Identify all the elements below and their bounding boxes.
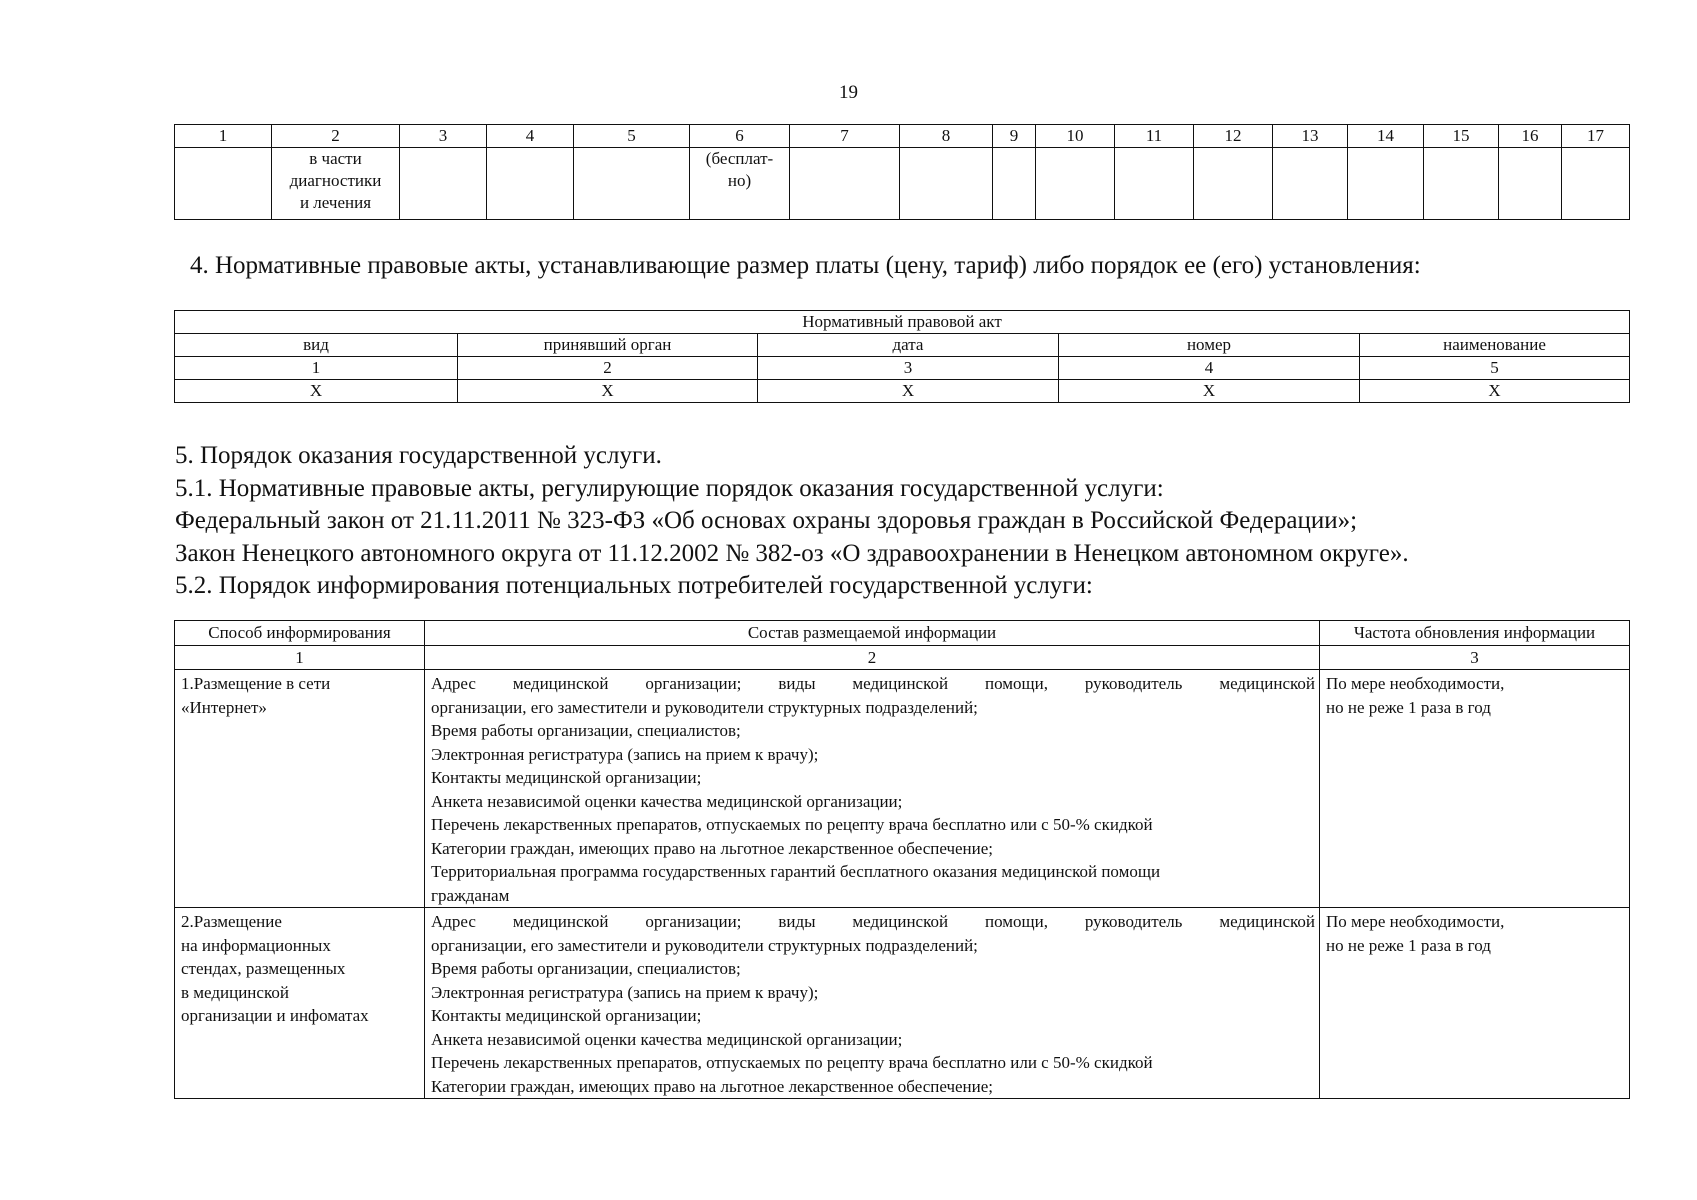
table-cell xyxy=(690,148,790,220)
table-cell xyxy=(1424,148,1499,220)
col-number: 15 xyxy=(1424,125,1499,148)
col-number: 2 xyxy=(425,646,1320,670)
table-cell xyxy=(1348,148,1424,220)
header-cell: номер xyxy=(1059,334,1360,357)
header-cell: принявший орган xyxy=(458,334,758,357)
cell-text-line: Анкета независимой оценки качества медицинской организации; xyxy=(431,791,903,811)
col-number: 4 xyxy=(487,125,574,148)
cell-text-line: Перечень лекарственных препаратов, отпускаемых по рецепту врача бесплатно или с 50-% скидкой xyxy=(431,815,1153,834)
col-number: 2 xyxy=(458,357,758,380)
paragraph-line: 5. Порядок оказания государственной услуги. xyxy=(175,442,662,469)
col-number: 17 xyxy=(1562,125,1630,148)
col-number: 16 xyxy=(1499,125,1562,148)
table-cell xyxy=(993,148,1036,220)
cell-text-line: Контакты медицинской организации; xyxy=(431,768,702,787)
col-number: 3 xyxy=(1320,646,1630,670)
cell-text-line: Электронная регистратура (запись на прием к врачу); xyxy=(431,744,819,764)
header-row xyxy=(175,621,1630,646)
header-cell: Частота обновления информации xyxy=(1320,621,1630,646)
informing-table xyxy=(174,620,1630,1099)
cell-text-line: и лечения xyxy=(299,193,372,212)
cell-text-line: Категории граждан, имеющих право на льготное лекарственное обеспечение; xyxy=(431,838,994,858)
col-number: 7 xyxy=(790,125,900,148)
cell-text-line: организации и инфоматах xyxy=(181,1006,369,1025)
cell-text-line: гражданам xyxy=(431,885,510,905)
cell-text-line: в части xyxy=(309,149,362,168)
header-cell: вид xyxy=(175,334,458,357)
cell-text-line: 1.Размещение в сети xyxy=(181,674,331,693)
col-number: 4 xyxy=(1059,357,1360,380)
col-number: 11 xyxy=(1115,125,1194,148)
cell-text-line: Время работы организации, специалистов; xyxy=(431,959,741,978)
col-number: 1 xyxy=(175,357,458,380)
col-number: 2 xyxy=(272,125,400,148)
col-number: 1 xyxy=(175,125,272,148)
table-cell xyxy=(400,148,487,220)
col-number: 14 xyxy=(1348,125,1424,148)
cell-text-line: но не реже 1 раза в год xyxy=(1326,697,1491,717)
table-cell xyxy=(487,148,574,220)
table-cell: X xyxy=(1360,380,1630,403)
frequency-cell xyxy=(1320,908,1630,1099)
col-number: 6 xyxy=(690,125,790,148)
col-number: 13 xyxy=(1273,125,1348,148)
cell-text-line: в медицинской xyxy=(181,982,289,1002)
table-cell xyxy=(1036,148,1115,220)
cell-text-line: Анкета независимой оценки качества медицинской организации; xyxy=(431,1029,903,1049)
table-cell: X xyxy=(758,380,1059,403)
header-cell: дата xyxy=(758,334,1059,357)
cell-text-line: организации, его заместители и руководители структурных подразделений; xyxy=(431,697,978,717)
continuation-table xyxy=(174,124,1630,220)
way-cell xyxy=(175,908,425,1099)
table-cell xyxy=(175,148,272,220)
header-row xyxy=(175,334,1630,357)
content-cell xyxy=(425,908,1320,1099)
cell-text-line: Адрес медицинской организации; виды медицинской помощи, руководитель медицинской xyxy=(431,674,1315,693)
cell-text-line: По мере необходимости, xyxy=(1326,674,1505,693)
way-cell xyxy=(175,670,425,908)
table-cell: X xyxy=(1059,380,1360,403)
column-number-row xyxy=(175,357,1630,380)
column-number-row xyxy=(175,646,1630,670)
paragraph-line: 5.1. Нормативные правовые акты, регулирующие порядок оказания государственной услуги: xyxy=(175,474,1164,502)
cell-text-line: стендах, размещенных xyxy=(181,959,346,978)
cell-text-line: Контакты медицинской организации; xyxy=(431,1006,702,1025)
col-number: 1 xyxy=(175,646,425,670)
col-number: 5 xyxy=(574,125,690,148)
table-cell xyxy=(1194,148,1273,220)
table-row xyxy=(175,148,1630,220)
table-cell xyxy=(272,148,400,220)
section-4-heading: 4. Нормативные правовые акты, устанавливающие размер платы (цену, тариф) либо порядок ее (его) установления: xyxy=(190,252,1421,279)
cell-text-line: «Интернет» xyxy=(181,697,267,717)
col-number: 3 xyxy=(758,357,1059,380)
header-cell: Способ информирования xyxy=(175,621,425,646)
cell-text-line: организации, его заместители и руководители структурных подразделений; xyxy=(431,935,978,955)
col-number: 5 xyxy=(1360,357,1630,380)
paragraph-line: 5.2. Порядок информирования потенциальных потребителей государственной услуги: xyxy=(175,572,1093,599)
table-row xyxy=(175,908,1630,1099)
table-row xyxy=(175,670,1630,908)
cell-text-line: Территориальная программа государственных гарантий бесплатного оказания медицинской помощи xyxy=(431,862,1161,881)
column-number-row xyxy=(175,125,1630,148)
section-5-text xyxy=(175,440,1409,603)
cell-text-line: на информационных xyxy=(181,935,331,955)
legal-acts-table xyxy=(174,310,1630,403)
cell-text-line: 2.Размещение xyxy=(181,912,282,931)
content-cell xyxy=(425,670,1320,908)
table-title-row xyxy=(175,311,1630,334)
table-cell: X xyxy=(175,380,458,403)
table-cell xyxy=(900,148,993,220)
cell-text-line: По мере необходимости, xyxy=(1326,912,1505,931)
col-number: 3 xyxy=(400,125,487,148)
table-cell xyxy=(1115,148,1194,220)
col-number: 8 xyxy=(900,125,993,148)
table-title: Нормативный правовой акт xyxy=(175,311,1630,334)
cell-text-line: (бесплат- xyxy=(705,149,774,168)
paragraph-line: Закон Ненецкого автономного округа от 11.12.2002 № 382-оз «О здравоохранении в Ненецком автономном округе». xyxy=(175,539,1409,567)
frequency-cell xyxy=(1320,670,1630,908)
header-cell: наименование xyxy=(1360,334,1630,357)
cell-text-line: Электронная регистратура (запись на прием к врачу); xyxy=(431,982,819,1002)
col-number: 9 xyxy=(993,125,1036,148)
cell-text-line: но) xyxy=(727,171,752,190)
table-cell xyxy=(790,148,900,220)
cell-text-line: но не реже 1 раза в год xyxy=(1326,935,1491,955)
cell-text-line: Время работы организации, специалистов; xyxy=(431,721,741,740)
cell-text-line: диагностики xyxy=(289,171,382,190)
col-number: 10 xyxy=(1036,125,1115,148)
table-cell xyxy=(574,148,690,220)
paragraph-line: Федеральный закон от 21.11.2011 № 323-ФЗ «Об основах охраны здоровья граждан в Российской Федерации»; xyxy=(175,507,1358,534)
cell-text-line: Адрес медицинской организации; виды медицинской помощи, руководитель медицинской xyxy=(431,912,1315,931)
table-cell xyxy=(1499,148,1562,220)
page-number: 19 xyxy=(839,82,858,103)
table-cell xyxy=(1562,148,1630,220)
cell-text-line: Категории граждан, имеющих право на льготное лекарственное обеспечение; xyxy=(431,1076,994,1096)
table-row xyxy=(175,380,1630,403)
col-number: 12 xyxy=(1194,125,1273,148)
header-cell: Состав размещаемой информации xyxy=(425,621,1320,646)
table-cell xyxy=(1273,148,1348,220)
table-cell: X xyxy=(458,380,758,403)
cell-text-line: Перечень лекарственных препаратов, отпускаемых по рецепту врача бесплатно или с 50-% скидкой xyxy=(431,1053,1153,1072)
